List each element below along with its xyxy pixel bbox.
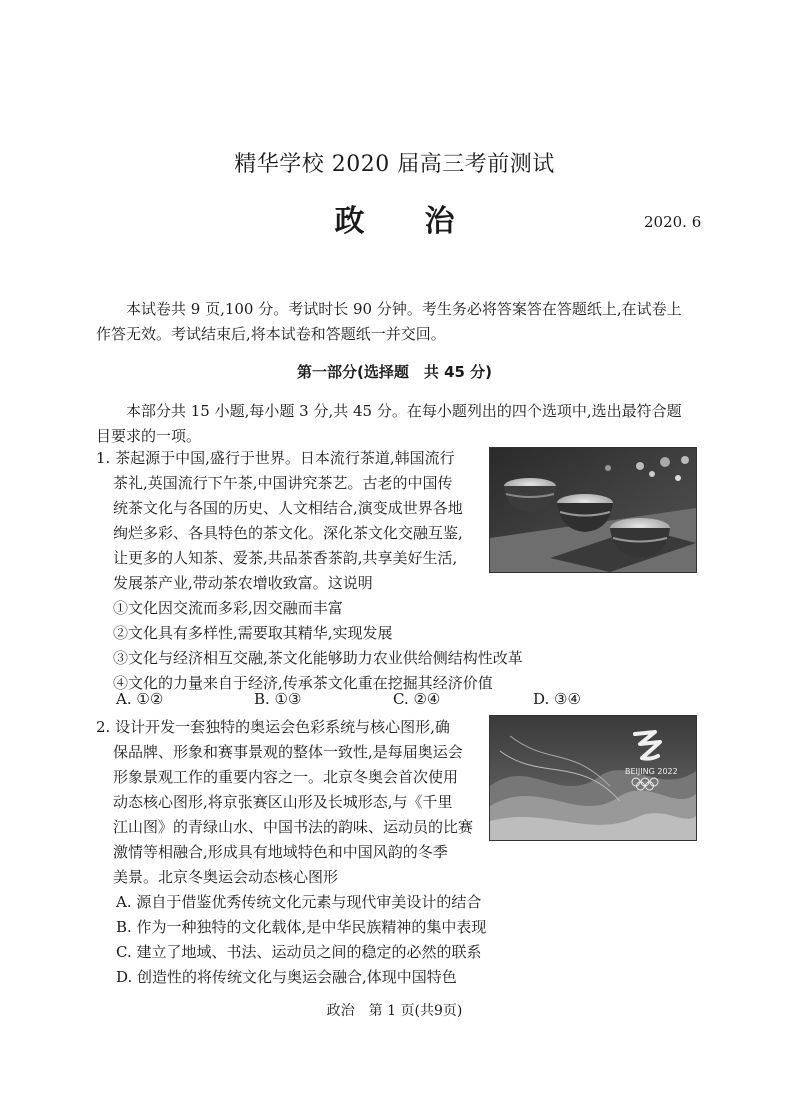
- q1-line: 统茶文化与各国的历史、人文相结合,演变成世界各地: [113, 499, 463, 517]
- question-1-stem: [96, 446, 523, 696]
- q1-choice-d[interactable]: D. ③④: [533, 690, 581, 708]
- q1-choice-a[interactable]: A. ①②: [116, 690, 164, 708]
- q1-line: 让更多的人知茶、爱茶,共品茶香茶韵,共享美好生活,: [113, 549, 458, 567]
- q2-option-c[interactable]: C. 建立了地域、书法、运动员之间的稳定的必然的联系: [116, 943, 482, 961]
- q2-line: 动态核心图形,将京张赛区山形及长城形态,与《千里: [113, 793, 453, 811]
- page-footer: 政治 第 1 页(共9页): [326, 1003, 463, 1019]
- part1-title: 第一部分(选择题 共 45 分): [296, 363, 493, 381]
- q2-line: 保品牌、形象和赛事景观的整体一致性,是每届奥运会: [113, 743, 463, 761]
- q1-line: 茶礼,英国流行下午茶,中国讲究茶艺。古老的中国传: [113, 474, 453, 492]
- exam-instructions: 本试卷共 9 页,100 分。考试时长 90 分钟。考生务必将答案答在答题纸上,在试卷上作答无效。考试结束后,将本试卷和答题纸一并交回。: [96, 300, 682, 343]
- q2-option-b[interactable]: B. 作为一种独特的文化载体,是中华民族精神的集中表现: [116, 918, 487, 936]
- q1-statement: ①文化因交流而多彩,因交融而丰富: [113, 599, 343, 617]
- q1-statement: ③文化与经济相互交融,茶文化能够助力农业供给侧结构性改革: [113, 649, 523, 667]
- q2-line: 江山图》的青绿山水、中国书法的韵味、运动员的比赛: [113, 818, 474, 836]
- q2-line: 美景。北京冬奥运会动态核心图形: [113, 868, 339, 886]
- q1-line: 绚烂多彩、各具特色的茶文化。深化茶文化交融互鉴,: [113, 524, 463, 542]
- q1-statement: ④文化的力量来自于经济,传承茶文化重在挖掘其经济价值: [113, 674, 493, 692]
- q2-line: 激情等相融合,形成具有地域特色和中国风韵的冬季: [113, 843, 448, 861]
- question-2-stem: [96, 715, 486, 990]
- q2-option-d[interactable]: D. 创造性的将传统文化与奥运会融合,体现中国特色: [116, 968, 457, 986]
- q2-option-a[interactable]: A. 源自于借鉴优秀传统文化元素与现代审美设计的结合: [116, 893, 482, 911]
- q1-choice-c[interactable]: C. ②④: [393, 690, 441, 708]
- beijing-2022-image: [489, 715, 697, 841]
- subject-title: 政治: [334, 204, 515, 239]
- q1-line: 1. 茶起源于中国,盛行于世界。日本流行茶道,韩国流行: [96, 449, 455, 467]
- q1-choice-b[interactable]: B. ①③: [254, 690, 302, 708]
- q2-line: 形象景观工作的重要内容之一。北京冬奥会首次使用: [113, 768, 459, 786]
- q1-statement: ②文化具有多样性,需要取其精华,实现发展: [113, 624, 393, 642]
- part1-description: 本部分共 15 小题,每小题 3 分,共 45 分。在每小题列出的四个选项中,选出最符合题目要求的一项。: [96, 402, 682, 445]
- olympic-core-graphic: [490, 716, 696, 840]
- q2-line: 2. 设计开发一套独特的奥运会色彩系统与核心图形,确: [96, 718, 450, 736]
- tea-cups-image: [489, 447, 697, 573]
- exam-title: 精华学校 2020 届高三考前测试: [234, 152, 555, 177]
- tea-cups-illustration: [490, 448, 696, 572]
- exam-date: 2020. 6: [644, 213, 702, 231]
- beijing-2022-label: BEIJING 2022: [625, 767, 678, 776]
- q1-line: 发展茶产业,带动茶农增收致富。这说明: [113, 574, 373, 592]
